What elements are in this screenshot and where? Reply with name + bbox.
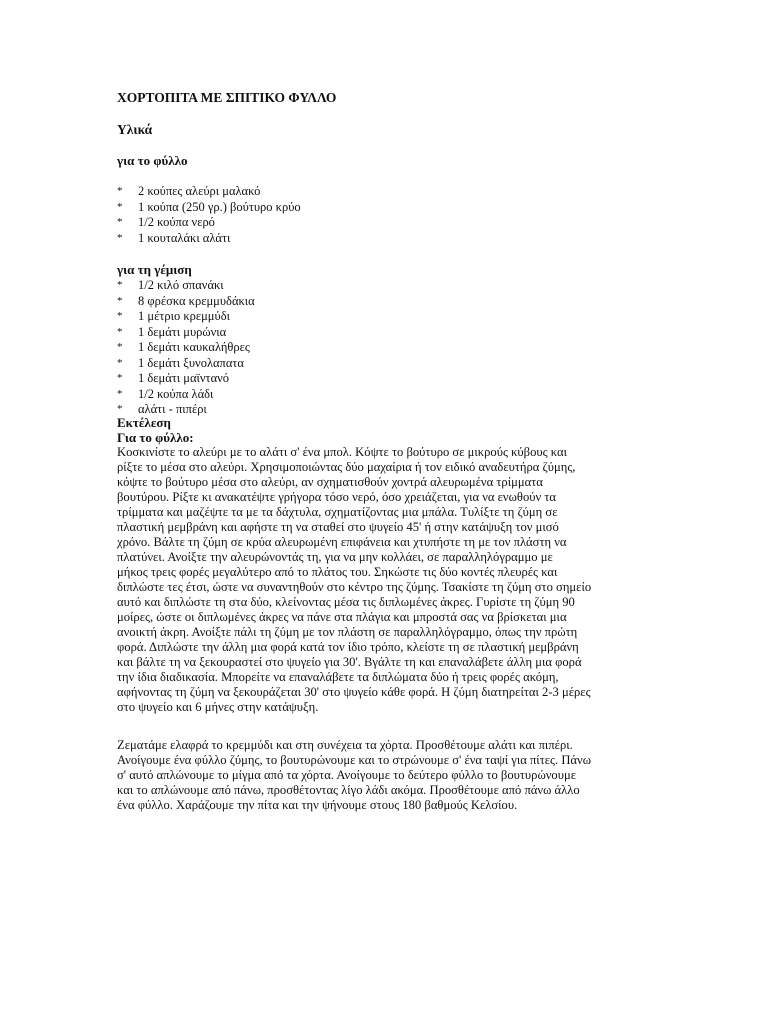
phyllo-ingredients-list xyxy=(117,184,301,246)
recipe-title: ΧΟΡΤΟΠΙΤΑ ΜΕ ΣΠΙΤΙΚΟ ΦΥΛΛΟ xyxy=(117,90,337,105)
list-item xyxy=(117,340,255,356)
list-item xyxy=(117,294,255,310)
execution-phyllo-heading: Για το φύλλο: xyxy=(117,430,194,445)
list-item xyxy=(117,309,255,325)
bullet-star-icon: * xyxy=(117,403,123,415)
paragraph-line: τρίμματα και μαζέψτε τα με τα δάχτυλα, σχηματίζοντας μια μπάλα. Τυλίξτε τη ζύμη σε xyxy=(117,505,558,519)
bullet-star-icon: * xyxy=(117,310,123,322)
list-item xyxy=(117,200,301,216)
paragraph-line: ανοικτή άκρη. Ανοίξτε πάλι τη ζύμη με τον πλάστη σε παραλληλόγραμμο, όπως την πρώτη xyxy=(117,625,578,639)
paragraph-line: στο ψυγείο και 6 μήνες στην κατάψυξη. xyxy=(117,700,319,714)
paragraph-line: ρίξτε το μέσα στο αλεύρι. Χρησιμοποιώντας δύο μαχαίρια ή τον ειδικό αναδευτήρα ζύμης, xyxy=(117,460,576,474)
execution-heading: Εκτέλεση xyxy=(117,415,171,430)
bullet-star-icon: * xyxy=(117,325,123,338)
paragraph-line: την ίδια διαδικασία. Μπορείτε να επαναλάβετε τα διπλώματα δύο ή τρεις φορές ακόμη, xyxy=(117,670,559,684)
ingredient-text: 1 δεμάτι καυκαλήθρες xyxy=(138,340,250,354)
ingredient-text: 1 δεμάτι μαϊντανό xyxy=(138,371,230,385)
phyllo-ingredients-heading: για το φύλλο xyxy=(117,153,188,168)
list-item xyxy=(117,356,255,372)
bullet-star-icon: * xyxy=(117,200,123,213)
list-item xyxy=(117,184,301,200)
paragraph-line: σ' αυτό απλώνουμε το μίγμα από τα χόρτα. Ανοίγουμε το δεύτερο φύλλο το βουτυρώνουμε xyxy=(117,768,577,782)
list-item xyxy=(117,325,255,341)
paragraph-line: αφήνοντας τη ζύμη να ξεκουράζεται 30' στο ψυγείο κάθε φορά. Η ζύμη διατηρείται 2-3 μέρες xyxy=(117,685,591,699)
list-item xyxy=(117,231,301,247)
paragraph-line: Ζεματάμε ελαφρά το κρεμμύδι και στη συνέχεια τα χόρτα. Προσθέτουμε αλάτι και πιπέρι. xyxy=(117,738,573,752)
ingredient-text: 1 κούπα (250 γρ.) βούτυρο κρύο xyxy=(138,199,301,214)
filling-ingredients-heading: για τη γέμιση xyxy=(117,262,192,277)
ingredient-text: 1/2 κιλό σπανάκι xyxy=(138,278,224,292)
ingredient-text: 1/2 κούπα λάδι xyxy=(138,386,214,401)
paragraph-line: και βάλτε τη να ξεκουραστεί στο ψυγείο για 30'. Βγάλτε τη και επαναλάβετε άλλη μια φορά xyxy=(117,655,582,669)
bullet-star-icon: * xyxy=(117,341,123,353)
list-item xyxy=(117,215,301,231)
ingredient-text: 1 δεμάτι ξυνολαπατα xyxy=(138,355,244,370)
list-item xyxy=(117,278,255,294)
filling-ingredients-list xyxy=(117,278,255,418)
bullet-star-icon: * xyxy=(117,372,123,384)
bullet-star-icon: * xyxy=(117,294,123,307)
ingredient-text: 2 κούπες αλεύρι μαλακό xyxy=(138,184,261,198)
paragraph-line: μοίρες, ώστε οι διπλωμένες άκρες να πάνε στα πλάγια και μπροστά σας να βρίσκεται μια xyxy=(117,610,567,624)
ingredients-heading: Υλικά xyxy=(117,122,153,137)
paragraph-line: ένα φύλλο. Χαράζουμε την πίτα και την ψήνουμε στους 180 βαθμούς Κελσίου. xyxy=(117,798,518,812)
list-item xyxy=(117,371,255,387)
paragraph-line: και το απλώνουμε από πάνω, προσθέτοντας λίγο λάδι ακόμα. Προσθέτουμε από πάνω άλλο xyxy=(117,783,580,797)
paragraph-line: Κοσκινίστε το αλεύρι με το αλάτι σ' ένα μπολ. Κόψτε το βούτυρο σε μικρούς κύβους και xyxy=(117,445,567,459)
pie-assembly-paragraph xyxy=(117,738,591,813)
phyllo-instructions-paragraph xyxy=(117,445,591,715)
list-item xyxy=(117,387,255,403)
paragraph-line: αυτό και διπλώστε τη στα δύο, κλείνοντας μέσα τις διπλωμένες άκρες. Γυρίστε τη ζύμη 90 xyxy=(117,595,575,609)
ingredient-text: 1/2 κούπα νερό xyxy=(138,215,215,229)
bullet-star-icon: * xyxy=(117,387,123,400)
paragraph-line: χρόνο. Βάλτε τη ζύμη σε κρύα αλευρωμένη επιφάνεια και χτυπήστε τη με τον πλάστη να xyxy=(117,535,567,549)
ingredient-text: 8 φρέσκα κρεμμυδάκια xyxy=(138,293,255,308)
paragraph-line: φορά. Διπλώστε την άλλη μια φορά κατά τον ίδιο τρόπο, κλείστε τη σε πλαστική μεμβράνη xyxy=(117,640,579,654)
ingredient-text: 1 κουταλάκι αλάτι xyxy=(138,230,231,245)
paragraph-line: βουτύρου. Ρίξτε κι ανακατέψτε γρήγορα τόσο νερό, όσο χρειάζεται, για να ενωθούν τα xyxy=(117,490,556,504)
paragraph-line: διπλώστε τες έτσι, ώστε να συναντηθούν στο κέντρο της ζύμης. Τσακίστε τη ζύμη στο σημείο xyxy=(117,580,592,594)
bullet-star-icon: * xyxy=(117,231,123,244)
ingredient-text: 1 δεμάτι μυρώνια xyxy=(138,324,227,339)
ingredient-text: 1 μέτριο κρεμμύδι xyxy=(138,309,230,323)
paragraph-line: μήκος τρεις φορές μεγαλύτερο από το πλάτος του. Σηκώστε τις δύο κοντές πλευρές και xyxy=(117,565,558,579)
bullet-star-icon: * xyxy=(117,356,123,369)
bullet-star-icon: * xyxy=(117,185,123,197)
paragraph-line: Ανοίγουμε ένα φύλλο ζύμης, το βουτυρώνουμε και το στρώνουμε σ' ένα ταψί για πίτες. Πάνω xyxy=(117,753,592,767)
bullet-star-icon: * xyxy=(117,279,123,291)
paragraph-line: πλαστική μεμβράνη και αφήστε τη να σταθεί στο ψυγείο 45' ή στην κατάψυξη τον μισό xyxy=(117,520,559,534)
paragraph-line: πλατύνει. Ανοίξτε την αλευρώνοντάς τη, για να μην κολλάει, σε παραλληλόγραμμο με xyxy=(117,550,553,564)
ingredient-text: αλάτι - πιπέρι xyxy=(138,402,207,416)
bullet-star-icon: * xyxy=(117,216,123,228)
paragraph-line: κόψτε το βούτυρο μέσα στο αλεύρι, αν σχηματισθούν χοντρά αλευρωμένα τρίμματα xyxy=(117,475,543,489)
